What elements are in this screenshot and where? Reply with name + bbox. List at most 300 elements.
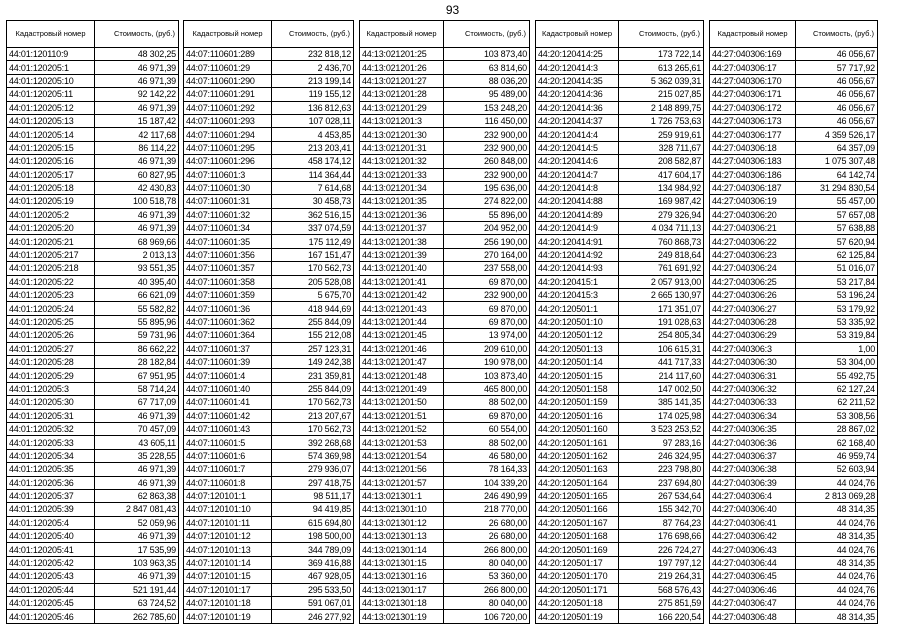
cost-cell: 275 851,59 — [619, 597, 704, 610]
cost-cell: 1 075 307,48 — [796, 155, 878, 168]
table-row — [710, 208, 878, 221]
table-row — [536, 302, 704, 315]
cadastral-number-cell: 44:20:120501:13 — [536, 342, 619, 355]
table-row — [7, 195, 179, 208]
cost-cell: 5 362 039,31 — [619, 74, 704, 87]
cost-cell: 46 056,67 — [796, 48, 878, 61]
cost-cell: 213 199,14 — [272, 74, 354, 87]
cadastral-number-cell: 44:13:021201:42 — [360, 289, 444, 302]
cadastral-number-cell: 44:27:040306:171 — [710, 88, 796, 101]
cadastral-number-cell: 44:13:021301:16 — [360, 570, 444, 583]
cost-cell: 417 604,17 — [619, 168, 704, 181]
cadastral-number-cell: 44:27:040306:44 — [710, 556, 796, 569]
cost-cell: 3 523 253,52 — [619, 422, 704, 435]
cost-cell: 53 179,92 — [796, 302, 878, 315]
table-row — [710, 516, 878, 529]
table-row — [536, 409, 704, 422]
cost-cell: 31 294 830,54 — [796, 181, 878, 194]
table-header-row — [710, 21, 878, 48]
cadastral-number-cell: 44:01:120205:15 — [7, 141, 95, 154]
cadastral-number-cell: 44:27:040306:48 — [710, 610, 796, 623]
cost-cell: 591 067,01 — [272, 597, 354, 610]
table-row — [360, 208, 530, 221]
cadastral-number-cell: 44:07:110601:43 — [184, 422, 272, 435]
table-row — [536, 289, 704, 302]
header-cost: Стоимость, (руб.) — [444, 21, 530, 48]
cadastral-number-cell: 44:27:040306:39 — [710, 476, 796, 489]
cost-cell: 55 896,00 — [444, 208, 530, 221]
table-row — [536, 556, 704, 569]
table-row — [360, 476, 530, 489]
table-row — [184, 128, 354, 141]
cadastral-number-cell: 44:01:120205:37 — [7, 489, 95, 502]
cost-cell: 46 056,67 — [796, 101, 878, 114]
table-row — [184, 489, 354, 502]
cost-cell: 114 364,44 — [272, 168, 354, 181]
cost-cell: 28 182,84 — [95, 355, 179, 368]
cadastral-number-cell: 44:07:120101:10 — [184, 503, 272, 516]
cadastral-number-cell: 44:07:110601:37 — [184, 342, 272, 355]
table-row — [184, 222, 354, 235]
cadastral-number-cell: 44:07:110601:292 — [184, 101, 272, 114]
cost-cell: 458 174,12 — [272, 155, 354, 168]
table-row — [710, 114, 878, 127]
cost-cell: 97 283,16 — [619, 436, 704, 449]
table-row — [7, 114, 179, 127]
table-row — [710, 355, 878, 368]
table-row — [536, 396, 704, 409]
cost-cell: 80 040,00 — [444, 597, 530, 610]
cost-cell: 297 418,75 — [272, 476, 354, 489]
cost-cell: 257 123,31 — [272, 342, 354, 355]
table-row — [710, 342, 878, 355]
cadastral-number-cell: 44:01:120205:21 — [7, 235, 95, 248]
cadastral-number-cell: 44:13:021301:10 — [360, 503, 444, 516]
cadastral-number-cell: 44:20:120414:5 — [536, 141, 619, 154]
cadastral-number-cell: 44:27:040306:22 — [710, 235, 796, 248]
cadastral-number-cell: 44:07:110601:293 — [184, 114, 272, 127]
table-row — [184, 422, 354, 435]
cadastral-number-cell: 44:01:120205:27 — [7, 342, 95, 355]
cost-cell: 134 984,92 — [619, 181, 704, 194]
table-row — [360, 342, 530, 355]
cost-cell: 48 314,35 — [796, 610, 878, 623]
cost-cell: 392 268,68 — [272, 436, 354, 449]
cadastral-number-cell: 44:07:110601:364 — [184, 329, 272, 342]
cost-cell: 568 576,43 — [619, 583, 704, 596]
cost-cell: 100 518,78 — [95, 195, 179, 208]
cadastral-number-cell: 44:07:110601:8 — [184, 476, 272, 489]
cost-cell: 116 450,00 — [444, 114, 530, 127]
table-row — [184, 516, 354, 529]
cost-cell: 42 117,68 — [95, 128, 179, 141]
table-row — [7, 610, 179, 623]
cadastral-number-cell: 44:20:120414:36 — [536, 88, 619, 101]
table-row — [710, 101, 878, 114]
table-header-row — [184, 21, 354, 48]
cadastral-number-cell: 44:13:021301:13 — [360, 530, 444, 543]
cost-cell: 441 717,33 — [619, 355, 704, 368]
cost-cell: 55 582,82 — [95, 302, 179, 315]
cadastral-number-cell: 44:07:120101:18 — [184, 597, 272, 610]
table-row — [184, 48, 354, 61]
cadastral-number-cell: 44:07:110601:5 — [184, 436, 272, 449]
cost-cell: 2 665 130,97 — [619, 289, 704, 302]
cost-cell: 2 847 081,43 — [95, 503, 179, 516]
cadastral-number-cell: 44:13:021301:12 — [360, 516, 444, 529]
cost-cell: 62 863,38 — [95, 489, 179, 502]
cadastral-number-cell: 44:27:040306:186 — [710, 168, 796, 181]
cadastral-number-cell: 44:01:120205:42 — [7, 556, 95, 569]
cadastral-number-cell: 44:07:120101:11 — [184, 516, 272, 529]
cadastral-number-cell: 44:20:120501:164 — [536, 476, 619, 489]
table-row — [360, 382, 530, 395]
table-row — [536, 128, 704, 141]
cost-cell: 53 335,92 — [796, 315, 878, 328]
table-row — [536, 329, 704, 342]
cost-cell: 155 342,70 — [619, 503, 704, 516]
cost-cell: 155 212,08 — [272, 329, 354, 342]
cadastral-number-cell: 44:20:120501:14 — [536, 355, 619, 368]
table-row — [710, 396, 878, 409]
cadastral-number-cell: 44:13:021201:56 — [360, 463, 444, 476]
table-row — [360, 583, 530, 596]
cost-cell: 48 314,35 — [796, 530, 878, 543]
table-row — [360, 503, 530, 516]
cost-cell: 344 789,09 — [272, 543, 354, 556]
cadastral-number-cell: 44:07:110601:36 — [184, 302, 272, 315]
cadastral-number-cell: 44:20:120501:158 — [536, 382, 619, 395]
cadastral-number-cell: 44:13:021301:17 — [360, 583, 444, 596]
cost-cell: 176 698,66 — [619, 530, 704, 543]
cost-cell: 2 013,13 — [95, 248, 179, 261]
cost-cell: 153 248,20 — [444, 101, 530, 114]
cadastral-number-cell: 44:01:120205:33 — [7, 436, 95, 449]
table-row — [184, 355, 354, 368]
cost-cell: 53 360,00 — [444, 570, 530, 583]
cadastral-number-cell: 44:20:120501:168 — [536, 530, 619, 543]
cost-cell: 213 203,41 — [272, 141, 354, 154]
cadastral-number-cell: 44:20:120414:93 — [536, 262, 619, 275]
table-row — [360, 329, 530, 342]
cadastral-number-cell: 44:07:110601:357 — [184, 262, 272, 275]
cost-cell: 60 827,95 — [95, 168, 179, 181]
cadastral-number-cell: 44:20:120501:17 — [536, 556, 619, 569]
cadastral-number-cell: 44:01:120205:13 — [7, 114, 95, 127]
table-row — [710, 489, 878, 502]
cost-cell: 40 395,40 — [95, 275, 179, 288]
cost-cell: 190 978,00 — [444, 355, 530, 368]
cadastral-number-cell: 44:07:120101:17 — [184, 583, 272, 596]
table-row — [184, 289, 354, 302]
cadastral-number-cell: 44:20:120414:91 — [536, 235, 619, 248]
table-header-row — [360, 21, 530, 48]
table-row — [536, 476, 704, 489]
cost-cell: 255 844,09 — [272, 315, 354, 328]
table-row — [7, 74, 179, 87]
cost-cell: 246 277,92 — [272, 610, 354, 623]
table-row — [360, 275, 530, 288]
cost-cell: 55 492,75 — [796, 369, 878, 382]
table-row — [360, 489, 530, 502]
cost-cell: 259 919,61 — [619, 128, 704, 141]
cost-cell: 63 724,52 — [95, 597, 179, 610]
cadastral-number-cell: 44:01:120205:30 — [7, 396, 95, 409]
cost-cell: 62 211,52 — [796, 396, 878, 409]
table-row — [360, 289, 530, 302]
cost-cell: 92 142,22 — [95, 88, 179, 101]
table-row — [7, 168, 179, 181]
table-row — [536, 101, 704, 114]
cost-cell: 209 610,00 — [444, 342, 530, 355]
cadastral-number-cell: 44:01:120205:34 — [7, 449, 95, 462]
cost-cell: 362 516,15 — [272, 208, 354, 221]
table-row — [7, 61, 179, 74]
cadastral-number-cell: 44:27:040306:4 — [710, 489, 796, 502]
cost-cell: 46 971,39 — [95, 222, 179, 235]
cost-cell: 53 308,56 — [796, 409, 878, 422]
cost-cell: 46 971,39 — [95, 463, 179, 476]
table-row — [536, 369, 704, 382]
cadastral-number-cell: 44:13:021201:33 — [360, 168, 444, 181]
cadastral-number-cell: 44:07:110601:362 — [184, 315, 272, 328]
table-row — [360, 195, 530, 208]
cost-cell: 760 868,73 — [619, 235, 704, 248]
table-row — [710, 61, 878, 74]
table-row — [710, 556, 878, 569]
cadastral-number-cell: 44:07:110601:42 — [184, 409, 272, 422]
cadastral-number-cell: 44:07:110601:290 — [184, 74, 272, 87]
cadastral-number-cell: 44:20:120415:3 — [536, 289, 619, 302]
table-row — [710, 222, 878, 235]
table-row — [536, 342, 704, 355]
cost-cell: 232 900,00 — [444, 141, 530, 154]
cost-cell: 232 900,00 — [444, 128, 530, 141]
cost-cell: 46 971,39 — [95, 101, 179, 114]
cost-cell: 467 928,05 — [272, 570, 354, 583]
cadastral-number-cell: 44:27:040306:32 — [710, 382, 796, 395]
cost-cell: 28 867,02 — [796, 422, 878, 435]
cost-cell: 4 034 711,13 — [619, 222, 704, 235]
cost-cell: 237 694,80 — [619, 476, 704, 489]
cost-cell: 35 228,55 — [95, 449, 179, 462]
cost-cell: 170 562,73 — [272, 396, 354, 409]
cost-cell: 95 489,00 — [444, 88, 530, 101]
cost-cell: 213 207,67 — [272, 409, 354, 422]
table-row — [360, 302, 530, 315]
table-row — [360, 88, 530, 101]
cost-cell: 266 800,00 — [444, 543, 530, 556]
table-row — [360, 222, 530, 235]
cadastral-number-cell: 44:07:110601:31 — [184, 195, 272, 208]
cost-cell: 53 319,84 — [796, 329, 878, 342]
table-row — [536, 48, 704, 61]
table-header-row — [7, 21, 179, 48]
cost-cell: 195 636,00 — [444, 181, 530, 194]
table-row — [710, 463, 878, 476]
table-row — [7, 208, 179, 221]
table-row — [7, 235, 179, 248]
cost-cell: 13 974,00 — [444, 329, 530, 342]
cost-cell: 226 724,27 — [619, 543, 704, 556]
cost-cell: 69 870,00 — [444, 302, 530, 315]
cost-cell: 63 814,60 — [444, 61, 530, 74]
header-cost: Стоимость, (руб.) — [796, 21, 878, 48]
table-row — [536, 610, 704, 623]
table-row — [710, 315, 878, 328]
cadastral-number-cell: 44:01:120205:41 — [7, 543, 95, 556]
cadastral-number-cell: 44:07:110601:39 — [184, 355, 272, 368]
cost-cell: 465 800,00 — [444, 382, 530, 395]
cadastral-number-cell: 44:27:040306:35 — [710, 422, 796, 435]
table-row — [184, 275, 354, 288]
cost-cell: 98 511,17 — [272, 489, 354, 502]
cadastral-number-cell: 44:20:120414:88 — [536, 195, 619, 208]
table-row — [184, 208, 354, 221]
table-row — [710, 48, 878, 61]
cost-cell: 17 535,99 — [95, 543, 179, 556]
header-cadastral-number: Кадастровый номер — [536, 21, 619, 48]
table-row — [536, 74, 704, 87]
cadastral-number-cell: 44:07:110601:35 — [184, 235, 272, 248]
cadastral-number-cell: 44:13:021201:36 — [360, 208, 444, 221]
cadastral-number-cell: 44:13:021201:25 — [360, 48, 444, 61]
cadastral-number-cell: 44:20:120501:12 — [536, 329, 619, 342]
table-row — [536, 235, 704, 248]
cadastral-number-cell: 44:01:120205:218 — [7, 262, 95, 275]
cost-cell: 57 638,88 — [796, 222, 878, 235]
cost-cell: 1,00 — [796, 342, 878, 355]
cost-cell: 369 416,88 — [272, 556, 354, 569]
cost-cell: 62 125,84 — [796, 248, 878, 261]
table-row — [184, 329, 354, 342]
cost-cell: 232 900,00 — [444, 168, 530, 181]
cost-cell: 46 056,67 — [796, 74, 878, 87]
cadastral-number-cell: 44:01:120205:39 — [7, 503, 95, 516]
cadastral-number-cell: 44:01:120205:4 — [7, 516, 95, 529]
cost-cell: 69 870,00 — [444, 275, 530, 288]
cost-cell: 270 164,00 — [444, 248, 530, 261]
cadastral-number-cell: 44:01:120205:23 — [7, 289, 95, 302]
table-row — [360, 114, 530, 127]
cost-cell: 218 770,00 — [444, 503, 530, 516]
cost-cell: 44 024,76 — [796, 597, 878, 610]
cadastral-number-cell: 44:20:120501:10 — [536, 315, 619, 328]
cadastral-number-cell: 44:07:110601:30 — [184, 181, 272, 194]
table-row — [360, 235, 530, 248]
table-row — [184, 369, 354, 382]
cadastral-number-cell: 44:07:110601:3 — [184, 168, 272, 181]
table-row — [360, 74, 530, 87]
table-row — [710, 88, 878, 101]
table-row — [7, 342, 179, 355]
table-row — [7, 289, 179, 302]
table-row — [7, 315, 179, 328]
cost-cell: 46 580,00 — [444, 449, 530, 462]
table-row — [710, 382, 878, 395]
cadastral-number-cell: 44:01:120205:3 — [7, 382, 95, 395]
cadastral-number-cell: 44:27:040306:17 — [710, 61, 796, 74]
cadastral-number-cell: 44:07:110601:32 — [184, 208, 272, 221]
cadastral-number-cell: 44:07:110601:291 — [184, 88, 272, 101]
table-row — [536, 168, 704, 181]
cost-cell: 328 711,67 — [619, 141, 704, 154]
cost-cell: 55 457,00 — [796, 195, 878, 208]
cost-cell: 254 805,34 — [619, 329, 704, 342]
cadastral-number-cell: 44:01:120205:45 — [7, 597, 95, 610]
cost-cell: 48 314,35 — [796, 503, 878, 516]
cost-cell: 104 339,20 — [444, 476, 530, 489]
cost-cell: 44 024,76 — [796, 570, 878, 583]
table-row — [7, 355, 179, 368]
cost-cell: 191 028,63 — [619, 315, 704, 328]
cadastral-number-cell: 44:20:120415:1 — [536, 275, 619, 288]
table-row — [184, 476, 354, 489]
cadastral-number-cell: 44:01:120205:14 — [7, 128, 95, 141]
cost-cell: 43 605,11 — [95, 436, 179, 449]
table-row — [7, 329, 179, 342]
cost-cell: 170 562,73 — [272, 422, 354, 435]
table-row — [360, 48, 530, 61]
cost-cell: 215 027,85 — [619, 88, 704, 101]
cost-cell: 48 302,25 — [95, 48, 179, 61]
cadastral-number-cell: 44:07:110601:295 — [184, 141, 272, 154]
cost-cell: 64 142,74 — [796, 168, 878, 181]
cadastral-number-cell: 44:27:040306:30 — [710, 355, 796, 368]
cost-cell: 219 264,31 — [619, 570, 704, 583]
table-row — [184, 181, 354, 194]
cadastral-number-cell: 44:01:120205:31 — [7, 409, 95, 422]
table-row — [7, 543, 179, 556]
cadastral-number-cell: 44:07:110601:29 — [184, 61, 272, 74]
table-row — [710, 597, 878, 610]
cadastral-number-cell: 44:07:110601:289 — [184, 48, 272, 61]
cost-cell: 46 971,39 — [95, 74, 179, 87]
cost-cell: 136 812,63 — [272, 101, 354, 114]
table-row — [7, 248, 179, 261]
table-row — [536, 543, 704, 556]
cost-cell: 232 818,12 — [272, 48, 354, 61]
cadastral-number-cell: 44:01:120205:32 — [7, 422, 95, 435]
cadastral-number-cell: 44:27:040306:37 — [710, 449, 796, 462]
cost-cell: 214 117,60 — [619, 369, 704, 382]
table-row — [184, 409, 354, 422]
cadastral-number-cell: 44:20:120414:36 — [536, 101, 619, 114]
table-row — [184, 449, 354, 462]
cadastral-number-cell: 44:07:110601:7 — [184, 463, 272, 476]
cadastral-number-cell: 44:01:120205:20 — [7, 222, 95, 235]
table-row — [710, 155, 878, 168]
table-row — [536, 248, 704, 261]
cost-cell: 87 764,23 — [619, 516, 704, 529]
cadastral-number-cell: 44:20:120501:171 — [536, 583, 619, 596]
cadastral-number-cell: 44:13:021201:49 — [360, 382, 444, 395]
table-row — [7, 396, 179, 409]
table-row — [7, 476, 179, 489]
cost-cell: 57 620,94 — [796, 235, 878, 248]
cost-cell: 78 164,33 — [444, 463, 530, 476]
cost-cell: 66 621,09 — [95, 289, 179, 302]
cadastral-number-cell: 44:27:040306:172 — [710, 101, 796, 114]
cadastral-number-cell: 44:20:120501:1 — [536, 302, 619, 315]
cost-cell: 51 016,07 — [796, 262, 878, 275]
cost-cell: 67 951,95 — [95, 369, 179, 382]
cost-cell: 106 615,31 — [619, 342, 704, 355]
table-row — [536, 315, 704, 328]
cost-cell: 385 141,35 — [619, 396, 704, 409]
table-row — [536, 449, 704, 462]
table-row — [710, 302, 878, 315]
